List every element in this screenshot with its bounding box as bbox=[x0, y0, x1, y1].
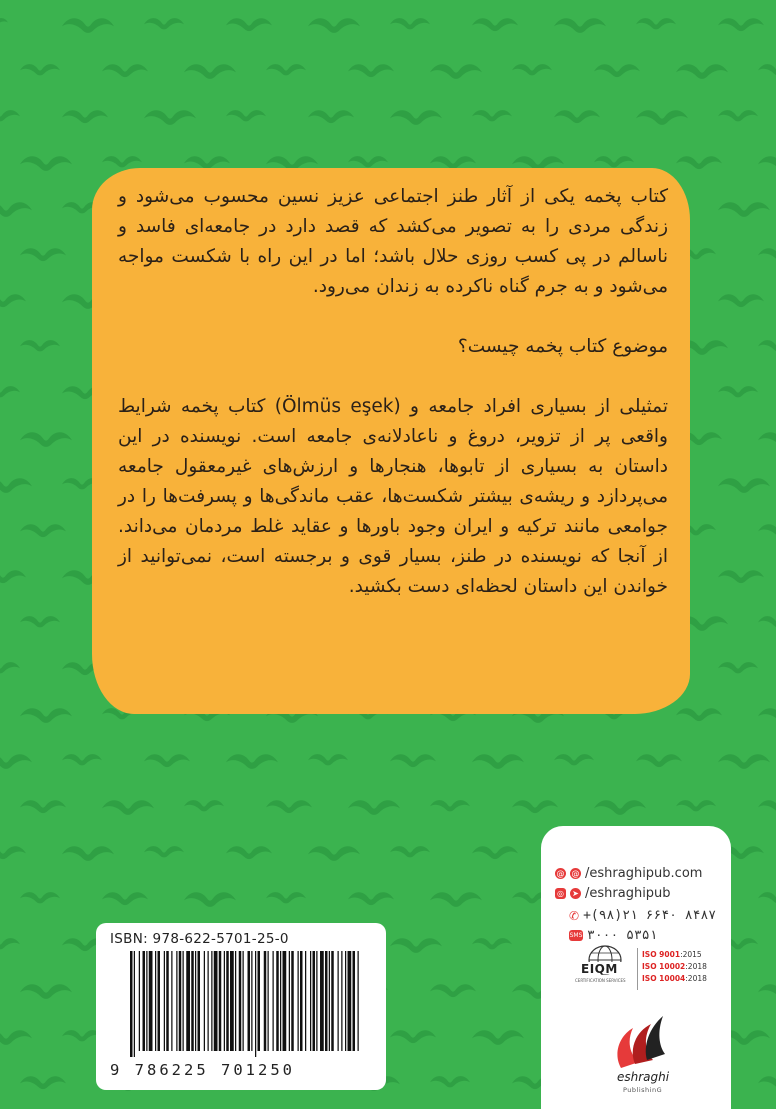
isbn-text: ISBN: 978-622-5701-25-0 bbox=[110, 931, 289, 947]
mustache-shape bbox=[308, 754, 348, 765]
mustache-shape bbox=[512, 800, 558, 813]
mustache-shape bbox=[226, 110, 266, 121]
mustache-shape bbox=[20, 1076, 66, 1089]
barcode-bar bbox=[310, 951, 311, 1051]
iso-list bbox=[642, 949, 707, 985]
barcode-bar bbox=[358, 951, 359, 1051]
barcode-bar bbox=[164, 951, 165, 1051]
mustache-shape bbox=[676, 800, 716, 811]
publisher-name: eshraghi bbox=[617, 1070, 670, 1084]
sms-icon: SMS bbox=[569, 932, 583, 939]
mustache-shape bbox=[0, 662, 20, 673]
mustache-shape bbox=[20, 984, 72, 999]
mustache-shape bbox=[226, 18, 272, 31]
barcode-bar bbox=[198, 951, 201, 1051]
mustache-shape bbox=[636, 18, 676, 29]
barcode-bar bbox=[204, 951, 205, 1051]
mustache-shape bbox=[472, 846, 518, 859]
mustache-shape bbox=[718, 570, 764, 583]
barcode-bar bbox=[224, 951, 225, 1051]
mustache-shape bbox=[102, 156, 142, 167]
barcode-bar bbox=[195, 951, 196, 1051]
barcode-bar bbox=[176, 951, 177, 1051]
barcode-bar bbox=[268, 951, 269, 1051]
mustache-shape bbox=[758, 1076, 776, 1089]
mustache-shape bbox=[20, 248, 66, 261]
mustache-shape bbox=[102, 800, 154, 815]
mustache-shape bbox=[0, 18, 8, 26]
mustache-shape bbox=[430, 800, 470, 811]
mustache-shape bbox=[758, 156, 776, 171]
sms-text[interactable]: ۳۰۰۰ ۵۳۵۱ bbox=[587, 928, 658, 943]
barcode-bar bbox=[348, 951, 352, 1051]
mustache-shape bbox=[472, 754, 524, 769]
mustache-shape bbox=[758, 524, 776, 537]
barcode-bar bbox=[289, 951, 290, 1051]
mustache-shape bbox=[20, 892, 60, 903]
blurb-heading: موضوع کتاب پخمه چیست؟ bbox=[457, 336, 668, 357]
mustache-shape bbox=[0, 1030, 32, 1045]
barcode-card bbox=[96, 923, 386, 1090]
mustache-shape bbox=[20, 64, 60, 75]
iso-line: ISO 9001:2015 bbox=[642, 950, 702, 959]
barcode-bar bbox=[214, 951, 218, 1051]
mustache-shape bbox=[348, 64, 394, 77]
mustache-shape bbox=[718, 18, 764, 31]
barcode-bar bbox=[325, 951, 328, 1051]
mustache-shape bbox=[758, 708, 776, 723]
publisher-subtitle: PublishinG bbox=[623, 1086, 663, 1094]
barcode-bar bbox=[291, 951, 294, 1051]
mustache-shape bbox=[308, 110, 354, 123]
mustache-shape bbox=[758, 616, 776, 627]
mustache-shape bbox=[758, 800, 776, 813]
mustache-shape bbox=[226, 754, 278, 769]
mustache-shape bbox=[184, 64, 236, 79]
barcode-bar bbox=[166, 951, 169, 1051]
mustache-shape bbox=[718, 294, 764, 307]
mustache-shape bbox=[0, 110, 20, 121]
iso-line: ISO 10004:2018 bbox=[642, 974, 707, 983]
sms-row bbox=[569, 928, 657, 943]
mustache-shape bbox=[554, 110, 600, 123]
barcode-bar bbox=[208, 951, 209, 1051]
barcode-bar bbox=[146, 951, 147, 1051]
website-text[interactable]: /eshraghipub.com bbox=[585, 866, 703, 881]
barcode-bar bbox=[320, 951, 324, 1051]
mustache-shape bbox=[636, 754, 682, 767]
mustache-shape bbox=[718, 478, 770, 493]
telegram-icon: ➤ bbox=[570, 888, 581, 899]
web-icon: @ bbox=[556, 869, 565, 878]
social-row bbox=[555, 886, 671, 901]
barcode-bar bbox=[316, 951, 317, 1051]
barcode-bar bbox=[183, 951, 184, 1051]
mustache-shape bbox=[0, 202, 32, 217]
mustache-shape bbox=[430, 892, 482, 907]
barcode-bar bbox=[130, 951, 133, 1057]
publisher-card bbox=[541, 826, 731, 1109]
barcode-bar bbox=[338, 951, 339, 1051]
mustache-shape bbox=[636, 110, 688, 125]
barcode-bar bbox=[251, 951, 252, 1051]
mustache-shape bbox=[266, 892, 306, 903]
social-text[interactable]: /eshraghipub bbox=[585, 886, 671, 901]
mustache-shape bbox=[0, 754, 32, 769]
mustache-shape bbox=[0, 570, 26, 583]
phone-row bbox=[569, 908, 716, 923]
mustache-shape bbox=[0, 294, 26, 307]
barcode-bar bbox=[171, 951, 172, 1051]
mustache-shape bbox=[226, 846, 272, 859]
barcode-bar bbox=[264, 951, 267, 1051]
barcode-bar bbox=[239, 951, 242, 1051]
mustache-shape bbox=[430, 64, 482, 79]
publisher-logo-icon bbox=[611, 1010, 667, 1072]
mustache-shape bbox=[20, 524, 66, 537]
mustache-shape bbox=[594, 64, 640, 77]
mustache-shape bbox=[20, 708, 72, 723]
barcode-icon bbox=[130, 951, 360, 1059]
barcode-bar bbox=[143, 951, 146, 1051]
mustache-shape bbox=[594, 156, 634, 167]
mustache-shape bbox=[390, 18, 430, 29]
mustache-shape bbox=[144, 110, 196, 125]
barcode-bar bbox=[283, 951, 287, 1051]
mustache-shape bbox=[390, 754, 436, 767]
mustache-shape bbox=[758, 248, 776, 261]
divider bbox=[637, 948, 638, 990]
mustache-shape bbox=[184, 800, 224, 811]
mustache-shape bbox=[758, 984, 776, 999]
barcode-bar bbox=[186, 951, 190, 1051]
mustache-shape bbox=[758, 64, 776, 75]
barcode-bar bbox=[298, 951, 299, 1051]
mustache-shape bbox=[20, 432, 72, 447]
barcode-bar bbox=[219, 951, 222, 1051]
iso-line: ISO 10002:2018 bbox=[642, 962, 707, 971]
mustache-shape bbox=[102, 64, 148, 77]
barcode-bar bbox=[230, 951, 234, 1051]
mustache-shape bbox=[430, 984, 476, 997]
mustache-shape bbox=[390, 110, 442, 125]
barcode-bar bbox=[248, 951, 251, 1051]
mustache-shape bbox=[718, 662, 758, 673]
mustache-shape bbox=[512, 64, 552, 75]
mustache-shape bbox=[0, 846, 26, 859]
mustache-shape bbox=[144, 846, 184, 857]
mustache-shape bbox=[308, 846, 360, 861]
barcode-bar bbox=[331, 951, 334, 1051]
mustache-shape bbox=[0, 938, 20, 949]
phone-icon: ✆ bbox=[569, 908, 580, 923]
barcode-bar bbox=[226, 951, 229, 1051]
mustache-shape bbox=[390, 1030, 436, 1043]
mustache-shape bbox=[102, 892, 148, 905]
blurb-paragraph-1: کتاب پخمه یکی از آثار طنز اجتماعی عزیز نسین محسوب می‌شود و زندگی مردی را به تصویر می‌کشد که قصد دارد در جامعه‌ای فاسد و ناسالم در پی کسب روزی حلال باشد؛ اما در این راه با شکست مواجه می‌شود و به جرم گناه ناکرده به زندان می‌رود. bbox=[118, 186, 668, 297]
mustache-shape bbox=[676, 64, 728, 79]
mustache-shape bbox=[62, 110, 108, 123]
barcode-bar bbox=[345, 951, 346, 1051]
mustache-shape bbox=[390, 846, 430, 857]
mustache-shape bbox=[390, 938, 442, 953]
barcode-bar bbox=[158, 951, 161, 1051]
mustache-shape bbox=[718, 754, 770, 769]
website-row bbox=[555, 866, 702, 881]
barcode-bar bbox=[300, 951, 303, 1051]
mustache-shape bbox=[594, 800, 646, 815]
mustache-shape bbox=[472, 938, 512, 949]
barcode-bar bbox=[258, 951, 261, 1051]
barcode-bar bbox=[211, 951, 212, 1051]
mustache-shape bbox=[62, 846, 114, 861]
barcode-bar bbox=[235, 951, 236, 1051]
mustache-shape bbox=[348, 156, 388, 167]
mustache-shape bbox=[62, 754, 102, 765]
mustache-shape bbox=[184, 892, 236, 907]
mustache-shape bbox=[20, 616, 60, 627]
barcode-bar bbox=[134, 951, 135, 1057]
blurb-paragraph-2: تمثیلی از بسیاری افراد جامعه و (Ölmüs eşek) کتاب پخمه شرایط واقعی پر از تزویر، دروغ و ناعادلانه‌ی جامعه است. نویسنده در این داستان به بسیاری از تابوها، هنجارها و ارزش‌های غیرمعقول جامعه می‌پردازد و ریشه‌ی بیشتر شکست‌ها، عقب ماندگی‌ها و پسرفت‌ها را در جوامعی مانند ترکیه و ایران وجود باورها و عقاید غلط مردمان می‌داند. از آنجا که نویسنده در طنز، بسیار قوی و برجسته است، نمی‌توانید از خواندن این داستان لحظه‌ای دست بکشید. bbox=[118, 396, 668, 597]
mustache-shape bbox=[758, 432, 776, 447]
barcode-bar bbox=[341, 951, 342, 1051]
barcode-digits: 9 786225 701250 bbox=[110, 1061, 295, 1079]
mustache-shape bbox=[266, 800, 312, 813]
instagram-icon: ◎ bbox=[555, 888, 566, 899]
barcode-bar bbox=[255, 951, 256, 1057]
mustache-shape bbox=[20, 800, 66, 813]
barcode-bar bbox=[276, 951, 279, 1051]
mustache-shape bbox=[718, 110, 758, 121]
mustache-shape bbox=[20, 156, 72, 171]
barcode-bar bbox=[280, 951, 281, 1051]
mustache-shape bbox=[758, 340, 776, 351]
mustache-shape bbox=[348, 800, 400, 815]
barcode-bar bbox=[329, 951, 330, 1051]
mustache-shape bbox=[718, 202, 770, 217]
mustache-shape bbox=[308, 18, 360, 33]
barcode-bar bbox=[305, 951, 306, 1051]
barcode-bar bbox=[353, 951, 356, 1051]
mustache-shape bbox=[144, 18, 184, 29]
mustache-shape bbox=[554, 18, 606, 33]
mustache-shape bbox=[554, 754, 594, 765]
mustache-shape bbox=[348, 892, 394, 905]
mustache-shape bbox=[472, 1030, 524, 1045]
mustache-shape bbox=[718, 386, 758, 397]
mustache-shape bbox=[472, 110, 512, 121]
cert-sub-text: CERTIFICATION SERVICES bbox=[575, 978, 626, 983]
mustache-shape bbox=[62, 18, 114, 33]
barcode-bar bbox=[191, 951, 194, 1051]
mustache-shape bbox=[430, 1076, 470, 1087]
mustache-shape bbox=[676, 156, 722, 169]
barcode-bar bbox=[155, 951, 156, 1051]
barcode-bar bbox=[313, 951, 316, 1051]
email-icon: @ bbox=[571, 869, 580, 878]
mustache-shape bbox=[144, 754, 190, 767]
blurb-text bbox=[118, 182, 668, 602]
mustache-shape bbox=[676, 708, 722, 721]
mustache-shape bbox=[472, 18, 518, 31]
mustache-shape bbox=[266, 64, 306, 75]
barcode-bar bbox=[149, 951, 153, 1051]
barcode-bar bbox=[273, 951, 274, 1051]
barcode-bar bbox=[139, 951, 140, 1051]
mustache-shape bbox=[20, 340, 60, 351]
cert-logo-text: EIQM bbox=[581, 962, 618, 976]
mustache-shape bbox=[0, 478, 32, 493]
barcode-bar bbox=[179, 951, 182, 1051]
phone-text[interactable]: +(۹۸)۲۱ ۶۶۴۰ ۸۴۸۷ bbox=[583, 908, 717, 923]
mustache-shape bbox=[0, 386, 20, 397]
mustache-shape bbox=[758, 892, 776, 903]
barcode-bar bbox=[243, 951, 244, 1051]
